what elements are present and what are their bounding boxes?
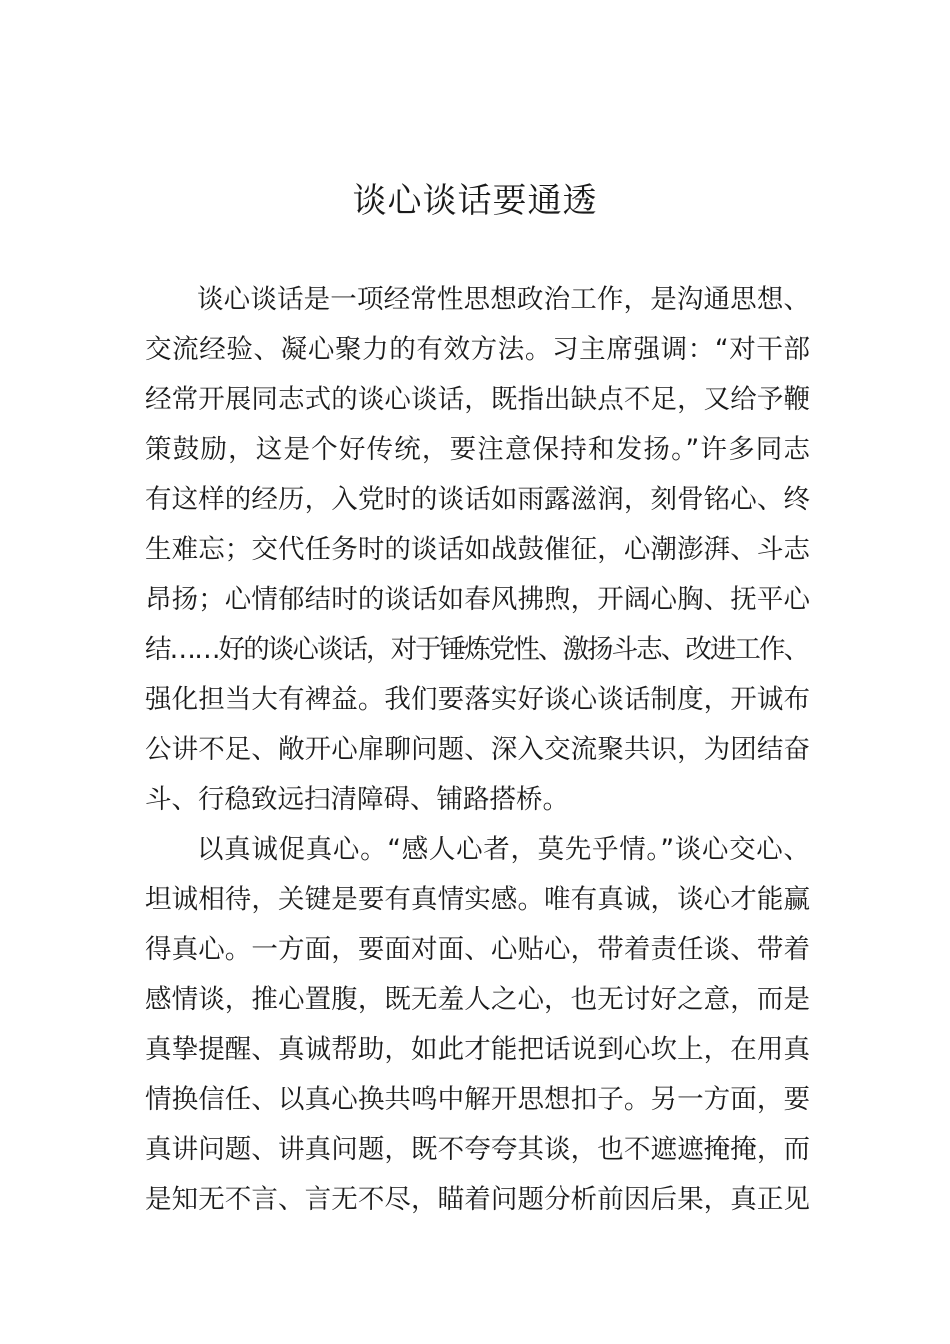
document-body xyxy=(145,275,810,1225)
text-line: 公讲不足、敞开心扉聊问题、深入交流聚共识，为团结奋 xyxy=(145,734,811,765)
text-line: 策鼓励，这是个好传统，要注意保持和发扬。”许多同志 xyxy=(145,434,812,465)
text-line: 有这样的经历，入党时的谈话如雨露滋润，刻骨铭心、终 xyxy=(145,484,811,515)
text-line: 交流经验、凝心聚力的有效方法。习主席强调：“对干部 xyxy=(145,334,811,365)
text-line: 强化担当大有裨益。我们要落实好谈心谈话制度，开诚布 xyxy=(145,684,811,715)
text-line: 真挚提醒、真诚帮助，如此才能把话说到心坎上，在用真 xyxy=(145,1034,811,1065)
document-title: 谈心谈话要通透 xyxy=(352,181,598,221)
text-line: 经常开展同志式的谈心谈话，既指出缺点不足，又给予鞭 xyxy=(145,384,811,415)
text-line: 情换信任、以真心换共鸣中解开思想扣子。另一方面，要 xyxy=(145,1084,811,1115)
text-line: 谈心谈话是一项经常性思想政治工作，是沟通思想、 xyxy=(197,284,811,315)
text-line: 感情谈，推心置腹，既无羞人之心，也无讨好之意，而是 xyxy=(145,984,811,1015)
text-line: 斗、行稳致远扫清障碍、铺路搭桥。 xyxy=(145,784,569,815)
text-line: 是知无不言、言无不尽，瞄着问题分析前因后果，真正见 xyxy=(145,1184,811,1215)
text-line: 结……好的谈心谈话，对于锤炼党性、激扬斗志、改进工作、 xyxy=(145,634,809,665)
text-line: 真讲问题、讲真问题，既不夸夸其谈，也不遮遮掩掩，而 xyxy=(145,1134,811,1165)
text-line: 以真诚促真心。“感人心者，莫先乎情。”谈心交心、 xyxy=(197,834,811,865)
text-line: 生难忘；交代任务时的谈话如战鼓催征，心潮澎湃、斗志 xyxy=(145,534,811,565)
text-line: 坦诚相待，关键是要有真情实感。唯有真诚，谈心才能赢 xyxy=(145,884,811,915)
text-line: 得真心。一方面，要面对面、心贴心，带着责任谈、带着 xyxy=(145,934,811,965)
text-line: 昂扬；心情郁结时的谈话如春风拂煦，开阔心胸、抚平心 xyxy=(145,584,811,615)
